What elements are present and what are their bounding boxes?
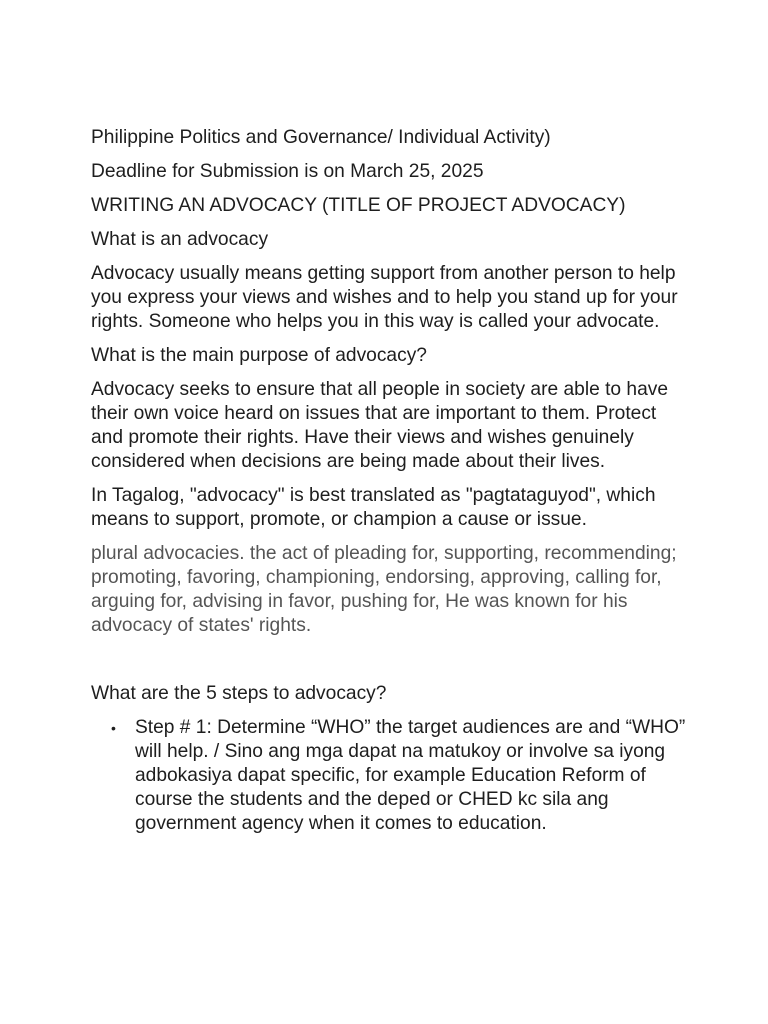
steps-list <box>91 716 691 836</box>
deadline-line: Deadline for Submission is on March 25, 2025 <box>91 161 484 182</box>
document-page <box>91 126 691 836</box>
blank-line <box>91 648 691 682</box>
answer-main-purpose: Advocacy seeks to ensure that all people in society are able to have their own voice heard on issues that are important to them. Protect and promote their rights. Have their views and wishes genuinely considered when decisions are being made about their lives. <box>91 379 669 472</box>
step-text: Step # 1: Determine “WHO” the target audiences are and “WHO” will help. / Sino ang mga dapat na matukoy or involve sa iyong adbokasiya dapat specific, for example Education Reform of course the students and the deped or CHED kc sila ang government agency when it comes to education. <box>135 717 686 834</box>
bullet-icon: • <box>111 720 116 736</box>
tagalog-translation: In Tagalog, "advocacy" is best translated as "pagtataguyod", which means to support, promote, or champion a cause or issue. <box>91 485 656 530</box>
question-what-is-advocacy: What is an advocacy <box>91 229 269 250</box>
list-item <box>91 716 691 836</box>
question-main-purpose: What is the main purpose of advocacy? <box>91 345 427 366</box>
answer-what-is-advocacy: Advocacy usually means getting support from another person to help you express your views and wishes and to help you stand up for your rights. Someone who helps you in this way is called your advocate. <box>91 263 678 332</box>
assignment-heading: WRITING AN ADVOCACY (TITLE OF PROJECT ADVOCACY) <box>91 195 626 216</box>
dictionary-definition: plural advocacies. the act of pleading for, supporting, recommending; promoting, favoring, championing, endorsing, approving, calling for, arguing for, advising in favor, pushing for, He was known for his advocacy of states' rights. <box>91 543 677 636</box>
question-five-steps: What are the 5 steps to advocacy? <box>91 683 387 704</box>
course-line: Philippine Politics and Governance/ Individual Activity) <box>91 127 551 148</box>
